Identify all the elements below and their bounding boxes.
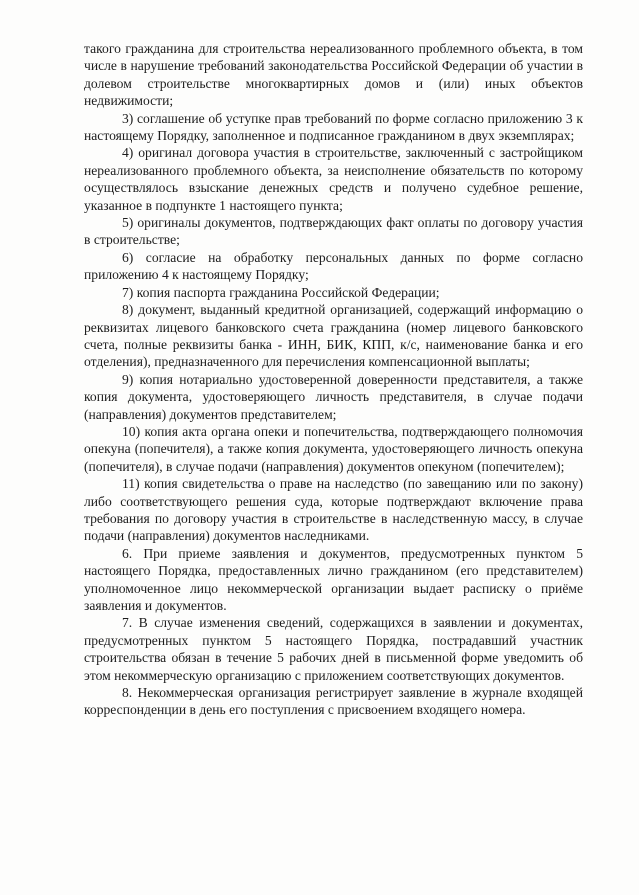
list-item-11: 11) копия свидетельства о праве на наследство (по завещанию или по закону) либо соответствующего решения суда, которые подтверждают включение права требования по договору участия в строительстве в наследственную массу, в случае подачи (направления) документов наследниками. — [84, 476, 583, 544]
clause-8: 8. Некоммерческая организация регистрирует заявление в журнале входящей корреспонденции в день его поступления с присвоением входящего номера. — [84, 685, 583, 718]
list-item-4: 4) оригинал договора участия в строительстве, заключенный с застройщиком нереализованного проблемного объекта, за неисполнение обязательств по которому осуществлялось взыскание денежных средств и получено судебное решение, указанное в подпункте 1 настоящего пункта; — [84, 145, 583, 213]
list-item-5: 5) оригиналы документов, подтверждающих факт оплаты по договору участия в строительстве; — [84, 215, 583, 248]
clause-6: 6. При приеме заявления и документов, предусмотренных пунктом 5 настоящего Порядка, предоставленных лично гражданином (его представителем) уполномоченное лицо некоммерческой организации выдает расписку о приёме заявления и документов. — [84, 545, 583, 613]
list-item-9: 9) копия нотариально удостоверенной доверенности представителя, а также копия документа, удостоверяющего личность представителя, в случае подачи (направления) документов представителем; — [84, 371, 583, 422]
list-item-7: 7) копия паспорта гражданина Российской Федерации; — [122, 284, 440, 300]
list-item-6: 6) согласие на обработку персональных данных по форме согласно приложению 4 к настоящему Порядку; — [84, 249, 583, 283]
clause-7: 7. В случае изменения сведений, содержащихся в заявлении и документах, предусмотренных пунктом 5 настоящего Порядка, пострадавший участник строительства обязан в течение 5 рабочих дней в письменной форме уведомить об этом некоммерческую организацию с приложением соответствующих документов. — [84, 615, 583, 683]
list-item-10: 10) копия акта органа опеки и попечительства, подтверждающего полномочия опекуна (попечителя), а также копия документа, удостоверяющего личность опекуна (попечителя), в случае подачи (направления) документов опекуном (попечителем); — [84, 423, 583, 474]
list-item-3: 3) соглашение об уступке прав требований по форме согласно приложению 3 к настоящему Порядку, заполненное и подписанное гражданином в двух экземплярах; — [84, 110, 583, 144]
paragraph-continuation: такого гражданина для строительства нереализованного проблемного объекта, в том числе в нарушение требований законодательства Российской Федерации об участии в долевом строительстве многоквартирных домов и (или) иных объектов недвижимости; — [84, 41, 583, 109]
list-item-8: 8) документ, выданный кредитной организацией, содержащий информацию о реквизитах лицевого банковского счета гражданина (номер лицевого банковского счета, полные реквизиты банка - ИНН, БИК, КПП, к/с, наименование банка и его отделения), предназначенного для перечисления компенсационной выплаты; — [84, 302, 583, 370]
